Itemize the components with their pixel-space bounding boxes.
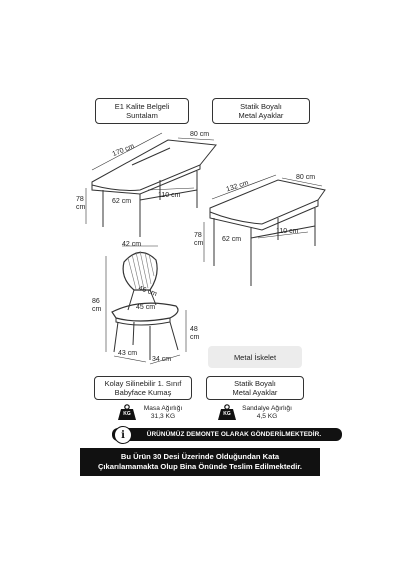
label-fabric-line1: Kolay Silinebilir 1. Sınıf (104, 379, 182, 388)
label-metal-legs-bottom-line2: Metal Ayaklar (232, 388, 278, 397)
disassembled-bar (112, 428, 342, 441)
label-fabric (94, 376, 192, 400)
chair-weight-icon-text: KG (223, 411, 231, 417)
label-chipboard-line1: E1 Kalite Belgeli (114, 102, 170, 111)
delivery-notice (80, 448, 320, 476)
disassembled-text: ÜRÜNÜMÜZ DEMONTE OLARAK GÖNDERİLMEKTEDİR. (146, 431, 322, 438)
dim-table2-length: 132 cm (225, 179, 250, 194)
info-icon: i (114, 426, 132, 444)
dim-table1-width: 80 cm (190, 131, 210, 138)
dim-table2-leg-gap: 62 cm (222, 236, 242, 243)
label-metal-legs-top-line2: Metal Ayaklar (238, 111, 284, 120)
table2-edge (210, 200, 318, 230)
dim-chair-seat-width: 45 cm (136, 304, 156, 311)
dim-table2-height: 78 cm (194, 232, 204, 247)
dim-chair-seat-height: 48 cm (190, 326, 200, 341)
chair-leg (133, 322, 134, 345)
delivery-notice-line1: Bu Ürün 30 Desi Üzerinde Olduğundan Kata (120, 452, 280, 461)
label-fabric-line2: Babyface Kumaş (114, 388, 172, 397)
label-metal-frame-text: Metal İskelet (233, 352, 277, 362)
dim-table2-inner: 110 cm (276, 228, 299, 235)
label-metal-legs-top-line1: Statik Boyalı (240, 102, 282, 111)
dim-chair-seat-depth: 46 cm (137, 284, 158, 299)
label-metal-legs-bottom (206, 376, 304, 400)
chair-weight-label: Sandalye Ağırlığı (242, 405, 292, 412)
dim-chair-top: 42 cm (122, 241, 142, 248)
dim-chair-base-width: 34 cm (152, 356, 172, 363)
table1-edge (92, 165, 200, 194)
delivery-notice-line2: Çıkarılamamakta Olup Bina Önünde Teslim Edilmektedir. (97, 462, 303, 471)
chair-backrest-fabric (128, 251, 154, 289)
table-weight-icon-text: KG (123, 411, 131, 417)
dim-table1-leg-gap: 62 cm (112, 198, 132, 205)
dim-table1-length: 170 cm (111, 142, 136, 159)
label-metal-frame (208, 346, 302, 368)
dim-table1-inner: 110 cm (158, 192, 181, 199)
table-weight (138, 405, 188, 421)
dim-chair-height: 86 cm (92, 298, 102, 313)
chair-weight (236, 405, 298, 421)
label-chipboard-line2: Suntalam (126, 111, 158, 120)
dim-table2-width: 80 cm (296, 174, 316, 181)
chair-leg (170, 322, 178, 350)
dim-table1-height: 78 cm (76, 196, 86, 211)
table-weight-value: 31,3 KG (150, 413, 176, 420)
label-metal-legs-bottom-line1: Statik Boyalı (234, 379, 276, 388)
chair-weight-value: 4,5 KG (256, 413, 278, 420)
chair-leg (114, 322, 118, 352)
dim-chair-base-depth: 43 cm (118, 350, 138, 357)
table1-dim-width (178, 138, 214, 140)
table-weight-label: Masa Ağırlığı (143, 405, 183, 412)
